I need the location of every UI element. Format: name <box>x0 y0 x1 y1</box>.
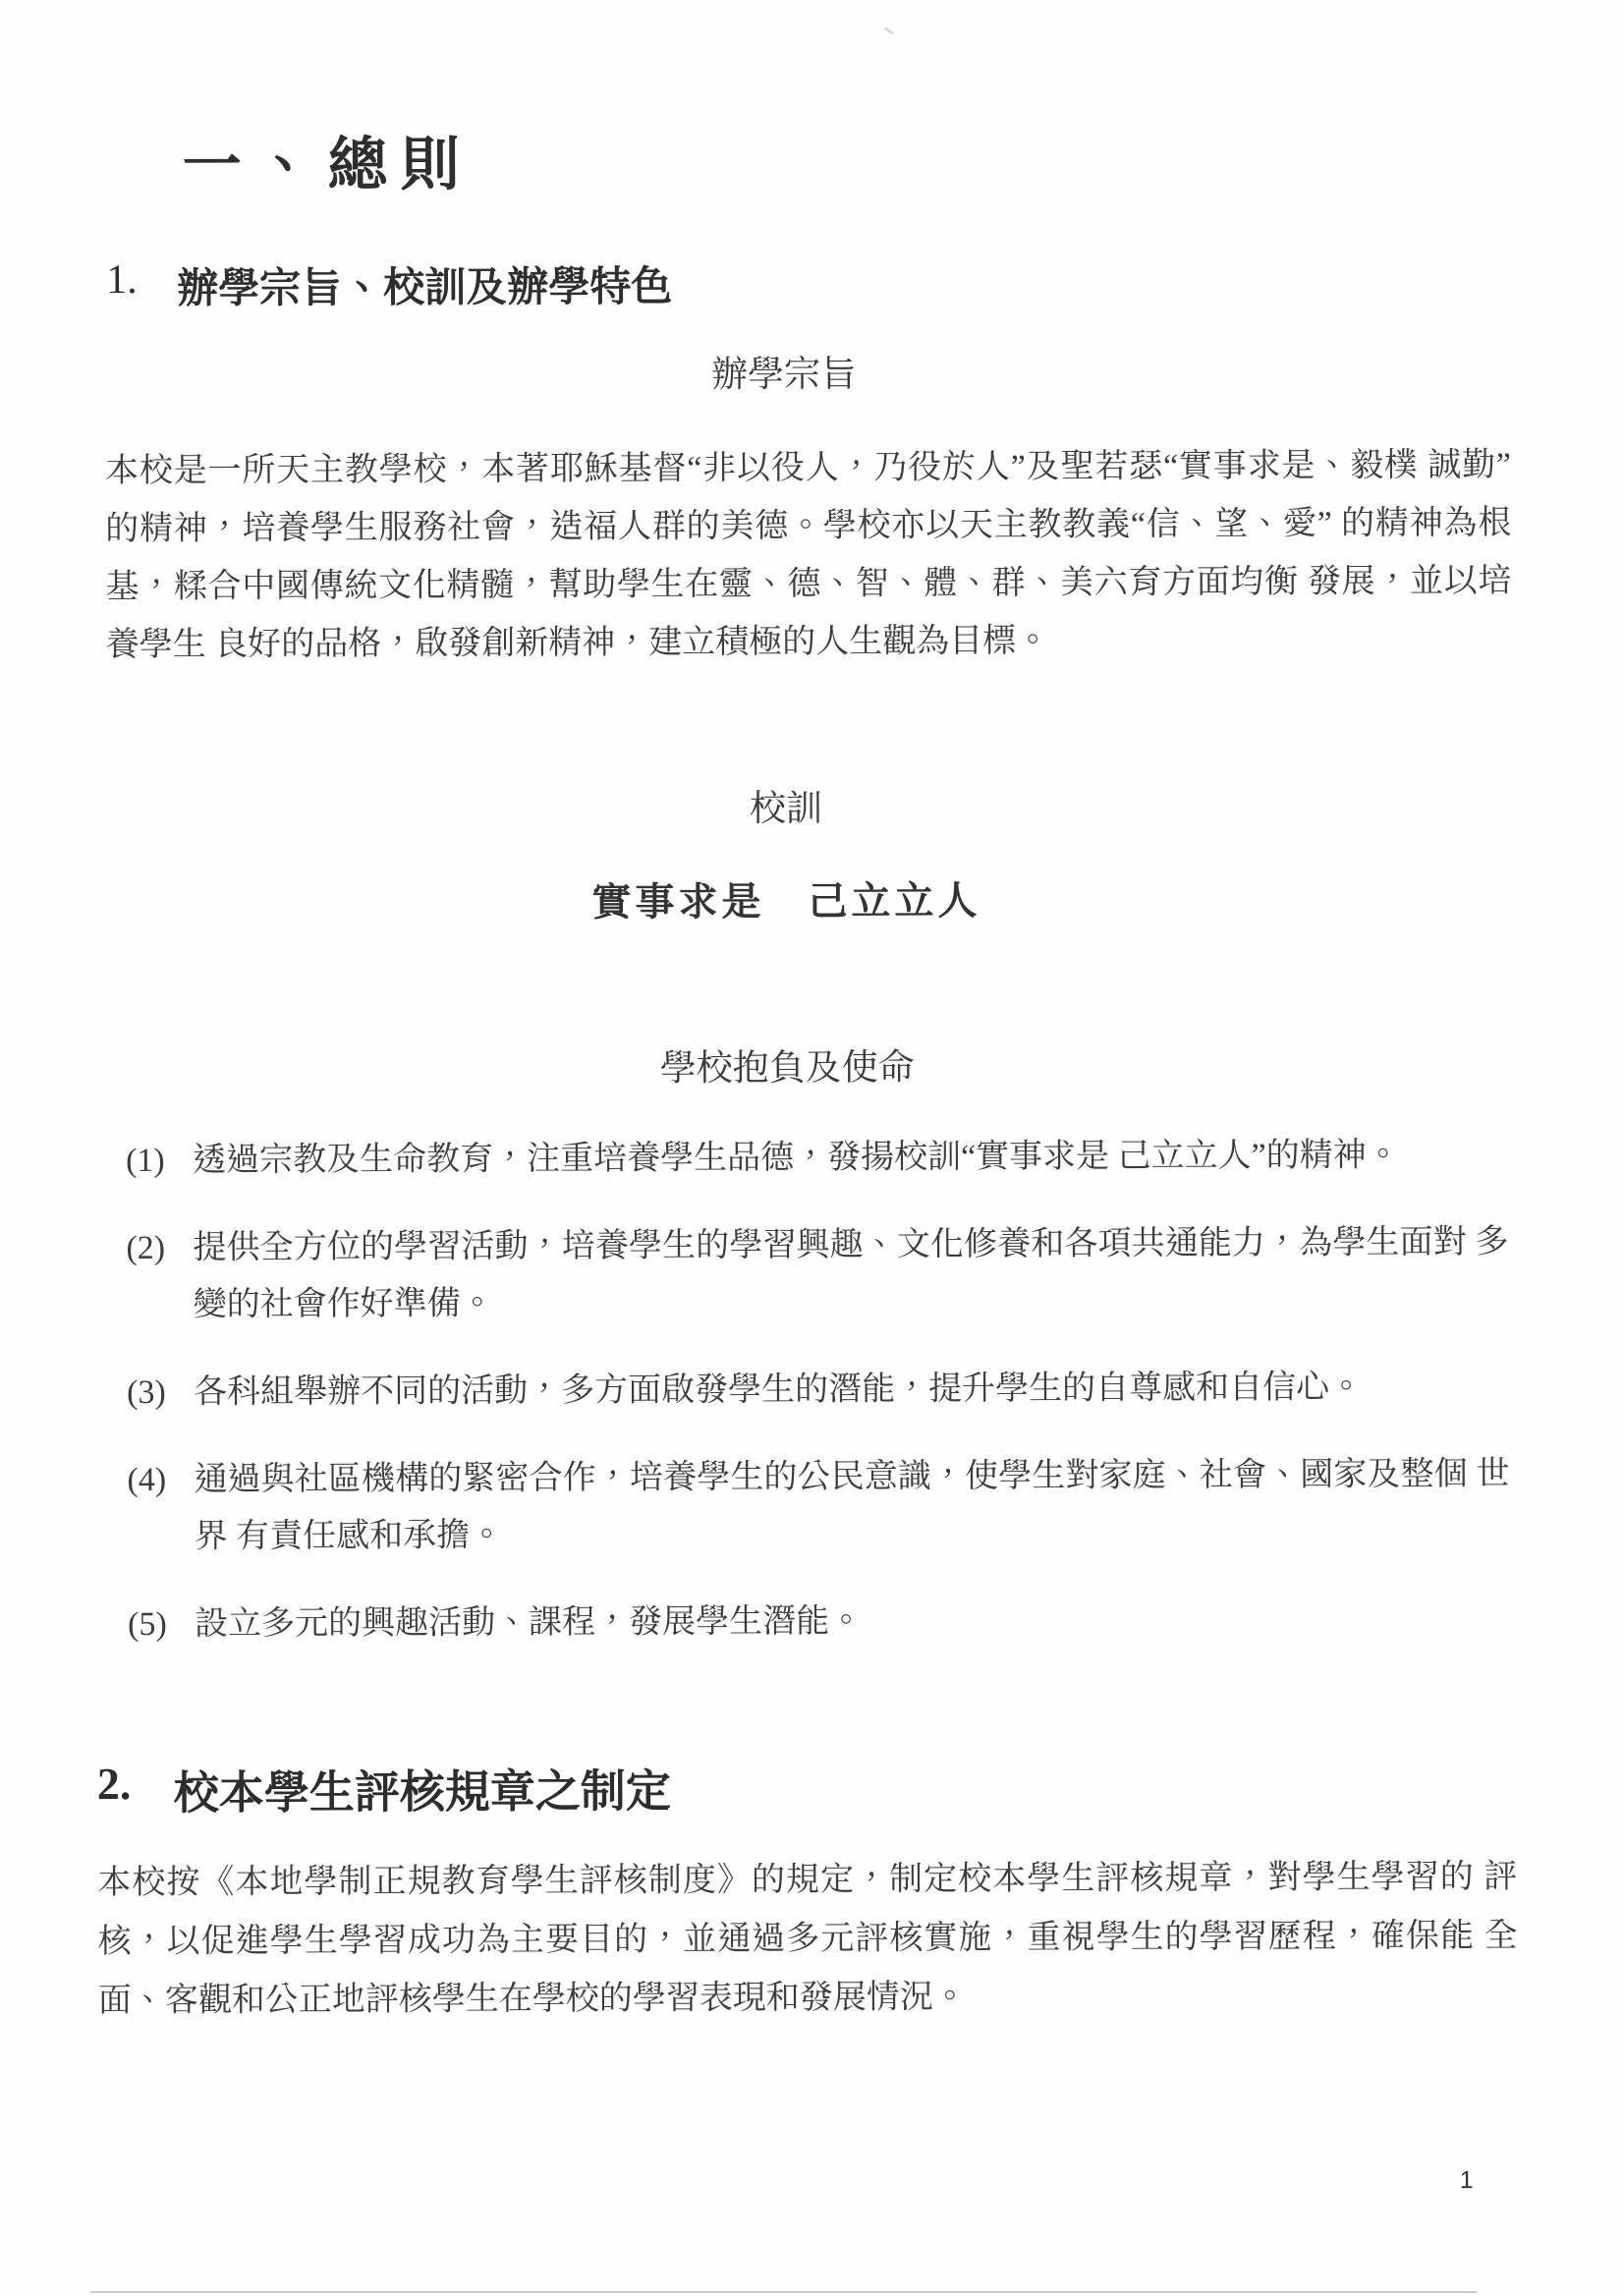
list-item-text: 通過與社區機構的緊密合作，培養學生的公民意識，使學生對家庭、社會、國家及整個 世界 有責任感和承擔。 <box>194 1455 1510 1555</box>
list-item-number: (5) <box>128 1605 167 1644</box>
list-item-number: (1) <box>125 1142 165 1180</box>
section2-heading <box>97 1756 671 1823</box>
section1-title: 辦學宗旨、校訓及辦學特色 <box>177 264 673 312</box>
motto-text: 實事求是 己立立人 <box>591 878 981 924</box>
section2-title: 校本學生評核規章之制定 <box>173 1765 671 1819</box>
vision-list <box>108 1127 1510 1684</box>
list-item-text: 透過宗教及生命教育，注重培養學生品德，發揚校訓“實事求是 己立立人”的精神。 <box>192 1137 1400 1179</box>
list-item <box>109 1446 1509 1566</box>
scan-edge-line <box>90 2291 1477 2293</box>
section2-number: 2. <box>96 1759 132 1810</box>
list-item-text: 各科組舉辦不同的活動，多方面啟發學生的潛能，提升學生的自尊感和自信心。 <box>193 1369 1364 1411</box>
list-item-number: (3) <box>126 1373 166 1412</box>
section1-number: 1. <box>106 256 138 304</box>
page-number: 1 <box>1459 2166 1474 2195</box>
main-heading: 一、總則 <box>182 132 474 198</box>
list-item <box>110 1591 1510 1653</box>
list-item <box>108 1214 1508 1334</box>
list-item-text: 設立多元的興趣活動、課程，發展學生潛能。 <box>195 1602 864 1643</box>
list-item-number: (4) <box>127 1461 167 1499</box>
list-item-number: (2) <box>126 1229 166 1267</box>
motto-subtitle: 校訓 <box>749 788 823 830</box>
section2-paragraph: 本校按《本地學制正規教育學生評核制度》的規定，制定校本學生評核規章，對學生學習的 評核，以促進學生學習成功為主要目的，並通過多元評核實施，重視學生的學習歷程，確保能 全面、客觀和公正地評核學生在學校的學習表現和發展情況。 <box>97 1858 1518 2020</box>
mission-paragraph: 本校是一所天主教學校，本著耶穌基督“非以役人，乃役於人”及聖若瑟“實事求是、毅樸 誠勤” 的精神，培養學生服務社會，造福人群的美德。學校亦以天主教教義“信、望、愛” 的精神為根 基，糅合中國傳統文化精髓，幫助學生在靈、德、智、體、群、美六育方面均衡 發展，並以培養學生 良好的品格，啟發創新精神，建立積極的人生觀為目標。 <box>104 446 1512 664</box>
list-item <box>109 1359 1509 1422</box>
mission-subtitle: 辦學宗旨 <box>710 354 858 396</box>
vision-subtitle: 學校抱負及使命 <box>659 1047 915 1090</box>
section1-heading <box>106 254 672 316</box>
list-item <box>108 1127 1508 1190</box>
list-item-text: 提供全方位的學習活動，培養學生的學習興趣、文化修養和各項共通能力，為學生面對 多變的社會作好準備。 <box>193 1223 1509 1323</box>
